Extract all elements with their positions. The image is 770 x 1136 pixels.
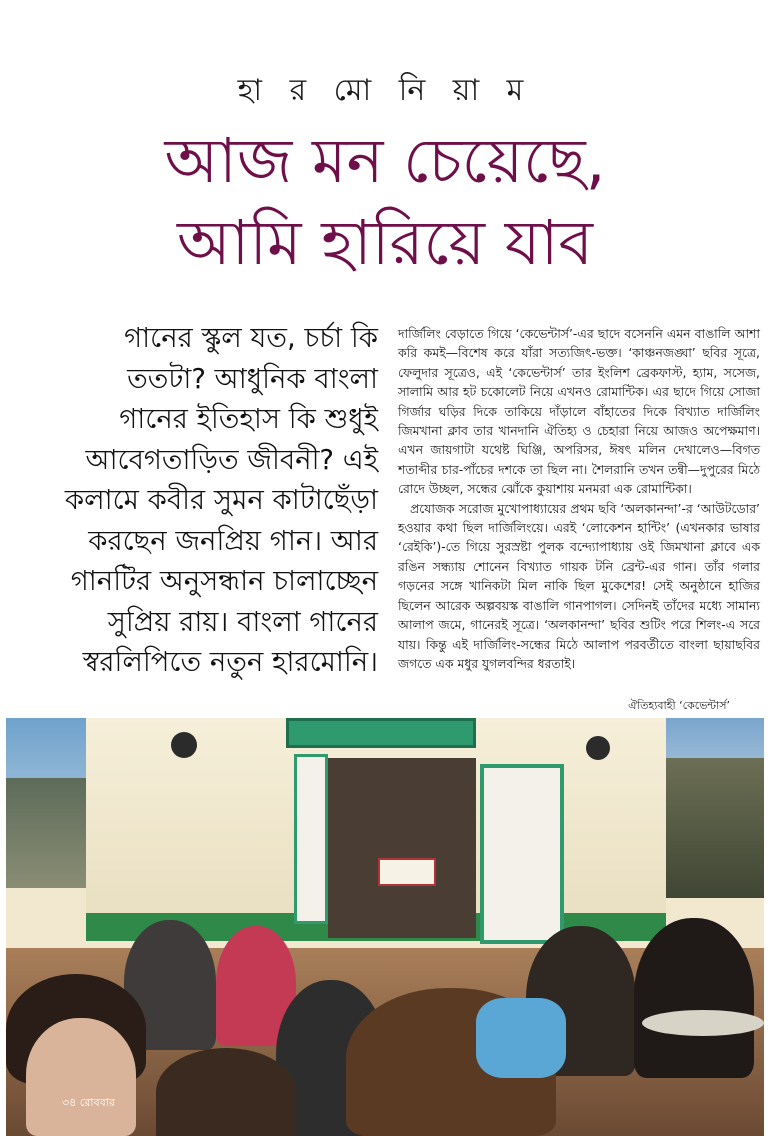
photo-lamp — [171, 732, 197, 758]
photo-blue-scarf — [476, 998, 566, 1078]
intro-blurb: গানের স্কুল যত, চর্চা কি ততটা? আধুনিক বাংলা গানের ইতিহাস কি শুধুই আবেগতাড়িত জীবনী? এই কলামে কবীর সুমন কাটাছেঁড়া করছেন জনপ্রিয় গান। আর গানটির অনুসন্ধান চালাচ্ছেন সুপ্রিয় রায়। বাংলা গানের স্বরলিপিতে নতুন হারমোনি। — [64, 322, 378, 678]
headline-line-1: আজ মন চেয়েছে, — [164, 124, 606, 197]
section-label: হা র মো নি য়া ম — [237, 73, 533, 108]
photo-lamp — [586, 736, 610, 760]
article-body — [398, 324, 760, 673]
photo-caption: ঐতিহ্যবাহী ‘কেভেন্টার্স’ — [628, 699, 730, 712]
photo-table — [642, 1010, 764, 1036]
page-folio: ৩৪ রোববার — [62, 1096, 115, 1109]
photo-door-left — [294, 754, 328, 924]
photo-hills — [6, 778, 96, 888]
headline-line-2: আমি হারিয়ে যাব — [177, 206, 593, 279]
photo-person — [26, 1018, 136, 1136]
photo-sign — [378, 858, 436, 886]
cafe-photo — [6, 718, 764, 1136]
photo-doorway — [328, 758, 476, 938]
body-paragraph: দার্জিলিং বেড়াতে গিয়ে ‘কেভেন্টার্স’-এর ছাদে বসেননি এমন বাঙালি আশা করি কমই—বিশেষ করে যাঁরা সত্যজিৎ-ভক্ত। ‘কাঞ্চনজঙ্ঘা’ ছবির সূত্রে, ফেলুদার সূত্রেও, এই ‘কেভেন্টার্স’ তার ইংলিশ ব্রেকফাস্ট, হ্যাম, সসেজ, সালামি আর হট চকোলেট নিয়ে এখনও রোমান্টিক। এর ছাদে গিয়ে সোজা গির্জার ঘড়ির দিকে তাকিয়ে দাঁড়ালে বাঁহাতের দিকে বিখ্যাত দার্জিলিং জিমখানা ক্লাব তার খানদানি ঐতিহ্য ও চেহারা নিয়ে আজও অপেক্ষমাণ। এখন জায়গাটা যথেষ্ট ঘিঞ্জি, অপরিসর, ঈষৎ মলিন দেখালেও—বিগত শতাব্দীর চার-পাঁচের দশকে তা ছিল না। শৈলরানি তখন তন্বী—দুপুরের মিঠে রোদে উচ্ছল, সন্ধের ঝোঁকে কুয়াশায় মনমরা এক রোমান্টিকা। — [398, 326, 760, 497]
photo-door-right — [480, 764, 564, 944]
photo-person — [156, 1048, 296, 1136]
photo-person — [634, 918, 754, 1078]
headline — [0, 120, 770, 284]
photo-door-frame — [286, 718, 476, 748]
body-paragraph: প্রযোজক সরোজ মুখোপাধ্যায়ের প্রথম ছবি ‘অলকানন্দা’-র ‘আউটডোর’ হওয়ার কথা ছিল দার্জিলিংয়ে। এরই ‘লোকেশন হান্টিং’ (এখনকার ভাষার ‘রেইকি’)-তে গিয়ে সুরস্রষ্টা পুলক বন্দ্যোপাধ্যায় ওই জিমখানা ক্লাবে এক রঙিন সন্ধ্যায় শোনেন বিখ্যাত গায়ক টনি ব্রেন্ট-এর গান। তাঁর গলার গড়নের সঙ্গে খানিকটা মিল নাকি ছিল মুকেশের! সেই অনুষ্ঠানে হাজির ছিলেন আরেক অল্পবয়স্ক বাঙালি গানপাগল। সেদিনই তাঁদের মধ্যে সামান্য আলাপ জমে, গানেরই সূত্রে। ‘অলকানন্দা’ ছবির শুটিং পরে শিলং-এ সরে যায়। কিন্তু এই দার্জিলিং-সন্ধের মিঠে আলাপ পরবর্তীতে বাংলা ছায়াছবির জগতে এক মধুর যুগলবন্দির ধরতাই। — [398, 500, 760, 671]
